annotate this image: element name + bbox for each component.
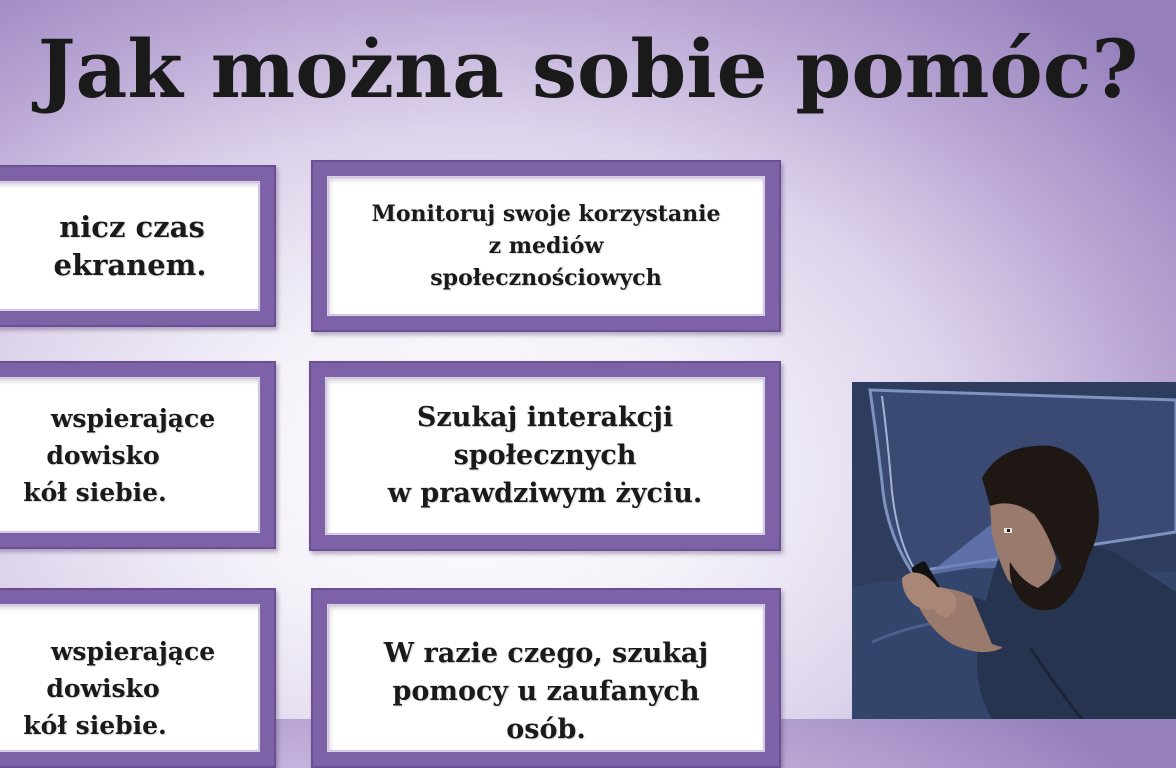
card-text-line: społecznych <box>453 440 637 471</box>
card-text-line: pomocy u zaufanych <box>392 676 700 707</box>
card-text-line: Szukaj interakcji <box>416 402 674 433</box>
card-left-bottom-body <box>0 604 260 752</box>
card-text-line: dowisko <box>46 440 160 470</box>
card-seek-help <box>311 588 781 768</box>
card-text-line: Monitoruj swoje korzystanie <box>371 201 721 227</box>
card-text-line: w prawdziwym życiu. <box>387 478 703 509</box>
card-left-bottom <box>0 588 276 768</box>
card-text-line: społecznościowych <box>430 265 662 291</box>
card-text-line: W razie czego, szukaj <box>383 638 709 669</box>
card-text-line: z mediów <box>488 233 604 259</box>
card-text-line: osób. <box>506 714 586 745</box>
card-real-interactions <box>309 361 781 551</box>
card-monitor-usage-body <box>327 176 765 316</box>
card-seek-help-body <box>327 604 765 752</box>
card-text-line: kół siebie. <box>23 711 167 740</box>
card-monitor-usage <box>311 160 781 332</box>
card-text-line: wspierające <box>50 637 216 666</box>
man-using-phone-in-bed-icon <box>852 382 1176 719</box>
card-left-top <box>0 165 276 327</box>
card-left-middle <box>0 361 276 549</box>
card-left-top-body <box>0 181 260 311</box>
slide-title: Jak można sobie pomóc? <box>37 22 1139 116</box>
card-text-line: wspierające <box>50 403 216 433</box>
card-text-line: dowisko <box>46 674 160 703</box>
card-real-interactions-body <box>325 377 765 535</box>
card-left-middle-body <box>0 377 260 533</box>
card-text-line: kół siebie. <box>23 477 167 507</box>
card-text-line: nicz czas <box>59 210 205 244</box>
card-text-line: ekranem. <box>53 248 207 282</box>
